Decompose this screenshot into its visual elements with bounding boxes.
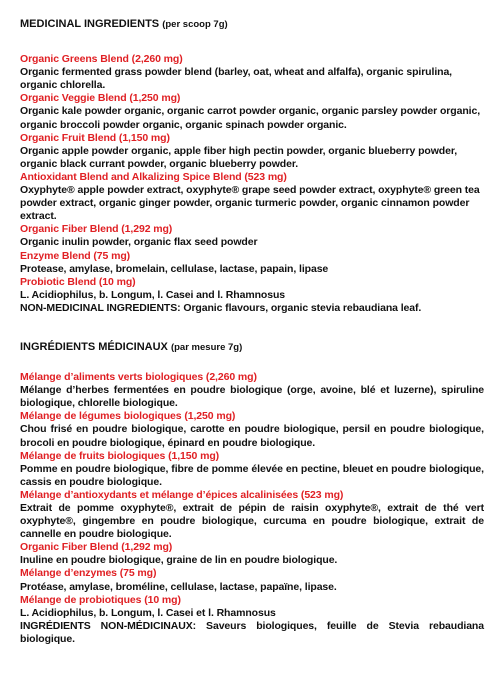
non-medicinal-text: Saveurs biologiques, feuille de Stevia rebaudiana biologique. — [20, 619, 484, 645]
heading-text: MEDICINAL INGREDIENTS — [20, 18, 160, 30]
heading-subtext: (per scoop 7g) — [162, 19, 228, 30]
section-english — [20, 18, 484, 315]
ingredient-block — [20, 276, 484, 302]
ingredient-title: Probiotic Blend (10 mg) — [20, 275, 136, 288]
non-medicinal-label: INGRÉDIENTS NON-MÉDICINAUX: — [20, 619, 197, 632]
ingredient-block — [20, 594, 484, 620]
ingredient-title: Mélange d’antioxydants et mélange d’épices alcalinisées (523 mg) — [20, 488, 344, 501]
ingredient-title: Enzyme Blend (75 mg) — [20, 249, 131, 262]
ingredient-block — [20, 223, 484, 249]
ingredient-block — [20, 450, 484, 489]
ingredient-list: Pomme en poudre biologique, fibre de pomme élevée en pectine, bleuet en poudre biologique, cassis en poudre biologique. — [20, 462, 484, 488]
ingredient-block — [20, 132, 484, 171]
ingredient-block — [20, 171, 484, 223]
ingredient-list: Protease, amylase, bromelain, cellulase, lactase, papain, lipase — [20, 262, 329, 275]
heading-subtext: (par mesure 7g) — [170, 341, 243, 353]
heading-text: INGRÉDIENTS MÉDICINAUX — [20, 340, 168, 353]
ingredient-title: Mélange d’enzymes (75 mg) — [20, 567, 157, 580]
ingredient-title: Mélange de fruits biologiques (1,150 mg) — [20, 449, 220, 462]
ingredient-title: Organic Fiber Blend (1,292 mg) — [20, 223, 173, 236]
ingredient-list: Organic fermented grass powder blend (barley, oat, wheat and alfalfa), organic spirulina, organic chlorella. — [20, 66, 453, 92]
section-french — [20, 341, 484, 646]
ingredient-block — [20, 541, 484, 567]
ingredient-list: Organic apple powder organic, apple fiber high pectin powder, organic blueberry powder, organic black currant powder, organic blueberry powder. — [20, 144, 458, 170]
ingredient-list: Oxyphyte® apple powder extract, oxyphyte® grape seed powder extract, oxyphyte® green tea powder extract, organic ginger powder, organic turmeric powder, organic cinnamon powder extract. — [20, 184, 480, 223]
ingredient-title: Antioxidant Blend and Alkalizing Spice Blend (523 mg) — [20, 170, 287, 183]
non-medicinal-ingredients-fr — [20, 620, 484, 646]
ingredient-title: Mélange d’aliments verts biologiques (2,260 mg) — [20, 371, 257, 384]
ingredient-block — [20, 53, 484, 92]
ingredient-list: Extrait de pomme oxyphyte®, extrait de pépin de raisin oxyphyte®, extrait de thé vert oxyphyte®, gingembre en poudre biologique, curcuma en poudre biologique, extrait de cannelle en poudre biologique. — [20, 502, 484, 541]
ingredient-title: Organic Fruit Blend (1,150 mg) — [20, 131, 170, 144]
ingredient-list: Chou frisé en poudre biologique, carotte en poudre biologique, persil en poudre biologique, brocoli en poudre biologique, épinard en poudre biologique. — [20, 423, 484, 449]
ingredient-block — [20, 567, 484, 593]
ingredient-title: Organic Greens Blend (2,260 mg) — [20, 53, 183, 66]
ingredient-block — [20, 410, 484, 449]
ingredient-list: Mélange d’herbes fermentées en poudre biologique (orge, avoine, blé et luzerne), spiruline biologique, chlorelle biologique. — [20, 384, 484, 410]
ingredient-block — [20, 250, 484, 276]
ingredient-list: Protéase, amylase, broméline, cellulase, lactase, papaïne, lipase. — [20, 580, 337, 593]
ingredient-title: Organic Veggie Blend (1,250 mg) — [20, 92, 181, 105]
ingredient-list: Organic inulin powder, organic flax seed powder — [20, 236, 258, 249]
ingredient-block — [20, 489, 484, 541]
ingredient-title: Mélange de probiotiques (10 mg) — [20, 593, 181, 606]
ingredient-block — [20, 371, 484, 410]
heading-medicinal-en — [20, 18, 484, 31]
ingredient-list: Inuline en poudre biologique, graine de lin en poudre biologique. — [20, 554, 338, 567]
ingredient-title: Organic Fiber Blend (1,292 mg) — [20, 541, 173, 554]
non-medicinal-label: NON-MEDICINAL INGREDIENTS: — [20, 301, 181, 314]
ingredient-list: Organic kale powder organic, organic carrot powder organic, organic parsley powder organic, organic broccoli powder organic, organic spinach powder organic. — [20, 105, 481, 131]
heading-medicinal-fr — [20, 341, 484, 354]
ingredient-title: Mélange de légumes biologiques (1,250 mg) — [20, 410, 236, 423]
non-medicinal-text: Organic flavours, organic stevia rebaudiana leaf. — [183, 301, 422, 314]
ingredient-block — [20, 92, 484, 131]
ingredient-list: L. Acidiophilus, b. Longum, l. Casei and l. Rhamnosus — [20, 288, 285, 301]
non-medicinal-ingredients-en — [20, 302, 484, 315]
ingredient-list: L. Acidiophilus, b. Longum, l. Casei et l. Rhamnosus — [20, 606, 276, 619]
section-divider-space — [20, 315, 484, 341]
